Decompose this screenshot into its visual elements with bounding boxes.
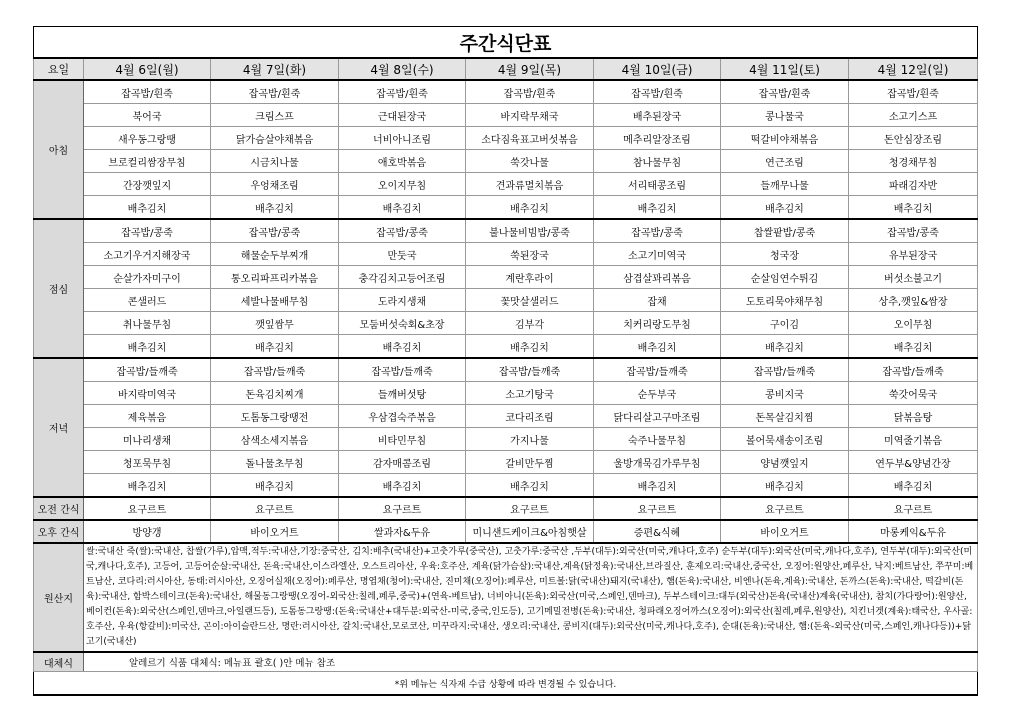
meal-label: 점심	[34, 219, 84, 358]
snack-cell: 요구르트	[84, 497, 211, 520]
menu-cell: 배추김치	[466, 196, 594, 220]
notice-text: *위 메뉴는 식자재 수급 상황에 따라 변경될 수 있습니다.	[34, 672, 978, 696]
menu-cell: 불나물비빔밥/콩죽	[466, 219, 594, 243]
menu-cell: 시금치나물	[211, 150, 339, 173]
menu-cell: 돈목살김치찜	[721, 405, 849, 428]
menu-cell: 메추리알장조림	[594, 127, 721, 150]
snack-cell: 쌀과자&두유	[339, 520, 466, 543]
menu-cell: 잡채	[594, 289, 721, 312]
menu-cell: 배추김치	[594, 335, 721, 359]
menu-cell: 치커리랑도무침	[594, 312, 721, 335]
menu-cell: 쑥된장국	[466, 243, 594, 266]
date-header: 4월 11일(토)	[721, 58, 849, 80]
menu-row	[34, 405, 978, 428]
menu-cell: 브로컬리쌈장무침	[84, 150, 211, 173]
menu-cell: 잡곡밥/흰죽	[466, 80, 594, 104]
menu-cell: 소고기미역국	[594, 243, 721, 266]
menu-cell: 떡갈비야채볶음	[721, 127, 849, 150]
snack-cell: 바이오거트	[211, 520, 339, 543]
menu-cell: 애호박볶음	[339, 150, 466, 173]
menu-cell: 돈육김치찌개	[211, 382, 339, 405]
menu-cell: 감자매콤조림	[339, 451, 466, 474]
menu-cell: 북어국	[84, 104, 211, 127]
snack-cell: 요구르트	[466, 497, 594, 520]
menu-cell: 바지락미역국	[84, 382, 211, 405]
menu-cell: 순두부국	[594, 382, 721, 405]
menu-cell: 잡곡밥/들깨죽	[721, 358, 849, 382]
menu-cell: 꽃맛살샐러드	[466, 289, 594, 312]
page-title: 주간식단표	[34, 27, 978, 59]
menu-cell: 콘샐러드	[84, 289, 211, 312]
menu-cell: 배추김치	[211, 474, 339, 498]
snack-cell: 요구르트	[339, 497, 466, 520]
menu-cell: 오이무침	[849, 312, 978, 335]
menu-cell: 배추김치	[849, 474, 978, 498]
menu-cell: 배추김치	[466, 474, 594, 498]
menu-cell: 배추된장국	[594, 104, 721, 127]
menu-cell: 배추김치	[849, 335, 978, 359]
menu-cell: 상추,깻잎&쌈장	[849, 289, 978, 312]
menu-cell: 우삼겹숙주볶음	[339, 405, 466, 428]
menu-cell: 순살가자미구이	[84, 266, 211, 289]
menu-cell: 간장깻잎지	[84, 173, 211, 196]
menu-cell: 울방개묵김가루무침	[594, 451, 721, 474]
substitute-text: 알레르기 식품 대체식: 메뉴표 괄호( )안 메뉴 참조	[84, 652, 978, 672]
menu-cell: 콩비지국	[721, 382, 849, 405]
menu-cell: 모둠버섯숙회&초장	[339, 312, 466, 335]
menu-cell: 닭볶음탕	[849, 405, 978, 428]
menu-cell: 충각김치고등어조림	[339, 266, 466, 289]
menu-cell: 너비아니조림	[339, 127, 466, 150]
menu-cell: 구이김	[721, 312, 849, 335]
snack-cell: 요구르트	[211, 497, 339, 520]
menu-cell: 참나물무침	[594, 150, 721, 173]
date-header: 4월 9일(목)	[466, 58, 594, 80]
menu-cell: 숙주나물무침	[594, 428, 721, 451]
menu-cell: 미역줄기볶음	[849, 428, 978, 451]
menu-cell: 취나물무침	[84, 312, 211, 335]
menu-cell: 배추김치	[339, 474, 466, 498]
snack-cell: 미니샌드케이크&아침햇살	[466, 520, 594, 543]
menu-row	[34, 312, 978, 335]
menu-row	[34, 474, 978, 498]
menu-cell: 잡곡밥/흰죽	[84, 80, 211, 104]
menu-cell: 잡곡밥/들깨죽	[84, 358, 211, 382]
menu-cell: 소고기우거지해장국	[84, 243, 211, 266]
menu-cell: 미나리생채	[84, 428, 211, 451]
menu-cell: 바지락무채국	[466, 104, 594, 127]
menu-row	[34, 358, 978, 382]
menu-cell: 돌나물초무침	[211, 451, 339, 474]
menu-cell: 계란후라이	[466, 266, 594, 289]
menu-cell: 크림스프	[211, 104, 339, 127]
menu-cell: 잡곡밥/콩죽	[84, 219, 211, 243]
menu-cell: 새우동그랑땡	[84, 127, 211, 150]
menu-cell: 파래김자반	[849, 173, 978, 196]
menu-cell: 배추김치	[849, 196, 978, 220]
menu-cell: 가지나물	[466, 428, 594, 451]
menu-cell: 잡곡밥/흰죽	[849, 80, 978, 104]
menu-cell: 통오리파프리카볶음	[211, 266, 339, 289]
menu-cell: 쑥갓나물	[466, 150, 594, 173]
menu-cell: 견과류멸치볶음	[466, 173, 594, 196]
am-snack-row	[34, 497, 978, 520]
menu-cell: 오이지무침	[339, 173, 466, 196]
menu-cell: 배추김치	[211, 335, 339, 359]
menu-cell: 들깨버섯탕	[339, 382, 466, 405]
date-header: 4월 7일(화)	[211, 58, 339, 80]
menu-cell: 잡곡밥/흰죽	[211, 80, 339, 104]
menu-row	[34, 150, 978, 173]
date-header: 4월 8일(수)	[339, 58, 466, 80]
menu-row	[34, 266, 978, 289]
menu-cell: 양념깻잎지	[721, 451, 849, 474]
menu-cell: 청경채무침	[849, 150, 978, 173]
menu-row	[34, 335, 978, 359]
menu-cell: 비타민무침	[339, 428, 466, 451]
menu-cell: 배추김치	[84, 335, 211, 359]
menu-cell: 잡곡밥/들깨죽	[466, 358, 594, 382]
origin-row	[34, 543, 978, 652]
menu-cell: 삼색소세지볶음	[211, 428, 339, 451]
snack-cell: 요구르트	[849, 497, 978, 520]
snack-cell: 방양갱	[84, 520, 211, 543]
menu-cell: 잡곡밥/들깨죽	[849, 358, 978, 382]
menu-cell: 깻잎쌈무	[211, 312, 339, 335]
menu-cell: 소고기스프	[849, 104, 978, 127]
menu-row	[34, 104, 978, 127]
substitute-row	[34, 652, 978, 672]
pm-snack-row	[34, 520, 978, 543]
menu-row	[34, 451, 978, 474]
menu-cell: 배추김치	[721, 335, 849, 359]
menu-cell: 연근조림	[721, 150, 849, 173]
snack-cell: 바이오거트	[721, 520, 849, 543]
pm-snack-label: 오후 간식	[34, 520, 84, 543]
menu-row	[34, 173, 978, 196]
menu-cell: 배추김치	[211, 196, 339, 220]
menu-cell: 해물순두부찌개	[211, 243, 339, 266]
menu-cell: 돈안심장조림	[849, 127, 978, 150]
menu-row	[34, 428, 978, 451]
snack-cell: 증편&식혜	[594, 520, 721, 543]
snack-cell: 요구르트	[721, 497, 849, 520]
menu-row	[34, 80, 978, 104]
menu-cell: 닭다리살고구마조림	[594, 405, 721, 428]
menu-row	[34, 382, 978, 405]
menu-cell: 버섯소불고기	[849, 266, 978, 289]
menu-cell: 볼어묵새송이조림	[721, 428, 849, 451]
menu-cell: 청국장	[721, 243, 849, 266]
menu-cell: 소다짐육표고버섯볶음	[466, 127, 594, 150]
menu-cell: 잡곡밥/들깨죽	[594, 358, 721, 382]
meal-label: 저녁	[34, 358, 84, 497]
menu-cell: 연두부&양념간장	[849, 451, 978, 474]
date-header: 4월 12일(일)	[849, 58, 978, 80]
menu-cell: 잡곡밥/들깨죽	[339, 358, 466, 382]
am-snack-label: 오전 간식	[34, 497, 84, 520]
menu-cell: 세발나물배무침	[211, 289, 339, 312]
menu-cell: 잡곡밥/흰죽	[721, 80, 849, 104]
menu-cell: 배추김치	[721, 474, 849, 498]
menu-cell: 찹쌀팥밥/콩죽	[721, 219, 849, 243]
menu-cell: 근대된장국	[339, 104, 466, 127]
menu-cell: 닭가슴살야채볶음	[211, 127, 339, 150]
menu-row	[34, 289, 978, 312]
menu-cell: 배추김치	[84, 196, 211, 220]
menu-cell: 잡곡밥/콩죽	[594, 219, 721, 243]
menu-cell: 만둣국	[339, 243, 466, 266]
menu-cell: 서리태콩조림	[594, 173, 721, 196]
menu-row	[34, 196, 978, 220]
menu-row	[34, 127, 978, 150]
substitute-label: 대체식	[34, 652, 84, 672]
menu-cell: 배추김치	[721, 196, 849, 220]
weekly-menu-table	[33, 26, 978, 696]
menu-cell: 배추김치	[466, 335, 594, 359]
menu-cell: 코다리조림	[466, 405, 594, 428]
origin-label: 원산지	[34, 543, 84, 652]
date-header: 4월 10일(금)	[594, 58, 721, 80]
menu-cell: 잡곡밥/콩죽	[849, 219, 978, 243]
menu-cell: 잡곡밥/흰죽	[594, 80, 721, 104]
menu-cell: 순살임연수튀김	[721, 266, 849, 289]
menu-cell: 제육볶음	[84, 405, 211, 428]
menu-cell: 도라지생채	[339, 289, 466, 312]
menu-cell: 소고기탕국	[466, 382, 594, 405]
day-label: 요일	[34, 58, 84, 80]
menu-cell: 갈비만두찜	[466, 451, 594, 474]
menu-cell: 잡곡밥/콩죽	[211, 219, 339, 243]
menu-cell: 배추김치	[339, 196, 466, 220]
menu-cell: 배추김치	[594, 196, 721, 220]
menu-cell: 잡곡밥/들깨죽	[211, 358, 339, 382]
menu-cell: 삼겹살꽈리볶음	[594, 266, 721, 289]
date-header: 4월 6일(월)	[84, 58, 211, 80]
menu-cell: 배추김치	[594, 474, 721, 498]
origin-text: 쌀:국내산 죽(쌀):국내산, 찹쌀(가루),압맥,적두:국내산,기장:중국산, 김치:배추(국내산)+고춧가루(중국산), 고춧가루:중국산 ,두부(대두):외국산(미국,캐나다,호주) 순두부(대두):외국산(미국,캐나다,호주), 연두부(대두):외국산(미국,캐나다,호주), 고등어, 고등어순살:국내산, 돈육:국내산,이스라엘산, 오스트리아산, 우육:호주산, 계육(닭가슴살):국내산,계육(닭정육):국내산,브라질산, 훈제오리:국내산,중국산, 오징어:원양산,페루산, 낙지:베트남산, 쭈꾸미:베트남산, 코다리:러시아산, 동태:러시아산, 오징어실채(오징어):페루산, 명엽채(청어):국내산, 진미채(오징어):페루산, 미트볼:닭(국내산)돼지(국내산), 햄(돈육):국내산, 비엔나(돈육,계육):국내산, 돈까스(돈육):국내산, 떡갈비(돈육):국내산, 함박스테이크(돈육):국내산, 해물동그랑땡(오징어-외국산:칠레,페루,중국)+(연육-베트남), 너비아니(돈육):외국산(미국,스페인,덴마크), 두부스테이크:대두(외국산)돈육(국내산)계육(국내산), 참치(가다랑어):원양산, 베이컨(돈육):외국산(스페인,덴마크,아일랜드등), 도톰동그랑땡:(돈육:국내산+대두분:외국산-미국,중국,인도등), 고기메밀전병(돈육):국내산, 청파래오징어까스(오징어):외국산(칠레,페루,원양산), 치킨너겟(계육):태국산, 우사골:호주산, 우육(항갈비):미국산, 곤이:아이슬란드산, 명란:러시아산, 갈치:국내산,모로코산, 미꾸라지:국내산, 생오리:국내산, 콩비지(대두):외국산(미국,캐나다,호주), 순대(돈육):국내산, 햄:(돈육-외국산(미국,스페인,캐나다등))+닭고기(국내산)	[84, 543, 978, 652]
notice-row	[34, 672, 978, 696]
menu-cell: 배추김치	[339, 335, 466, 359]
meal-label: 아침	[34, 80, 84, 219]
menu-cell: 콩나물국	[721, 104, 849, 127]
menu-cell: 들깨무나물	[721, 173, 849, 196]
menu-cell: 도토리묵야채무침	[721, 289, 849, 312]
menu-cell: 유부된장국	[849, 243, 978, 266]
menu-cell: 김부각	[466, 312, 594, 335]
menu-row	[34, 243, 978, 266]
menu-cell: 쑥갓어묵국	[849, 382, 978, 405]
menu-cell: 청포묵무침	[84, 451, 211, 474]
menu-row	[34, 219, 978, 243]
menu-cell: 잡곡밥/흰죽	[339, 80, 466, 104]
menu-cell: 잡곡밥/콩죽	[339, 219, 466, 243]
snack-cell: 요구르트	[594, 497, 721, 520]
snack-cell: 마롱케익&두유	[849, 520, 978, 543]
menu-cell: 우엉채조림	[211, 173, 339, 196]
menu-cell: 배추김치	[84, 474, 211, 498]
menu-cell: 도톰동그랑땡전	[211, 405, 339, 428]
